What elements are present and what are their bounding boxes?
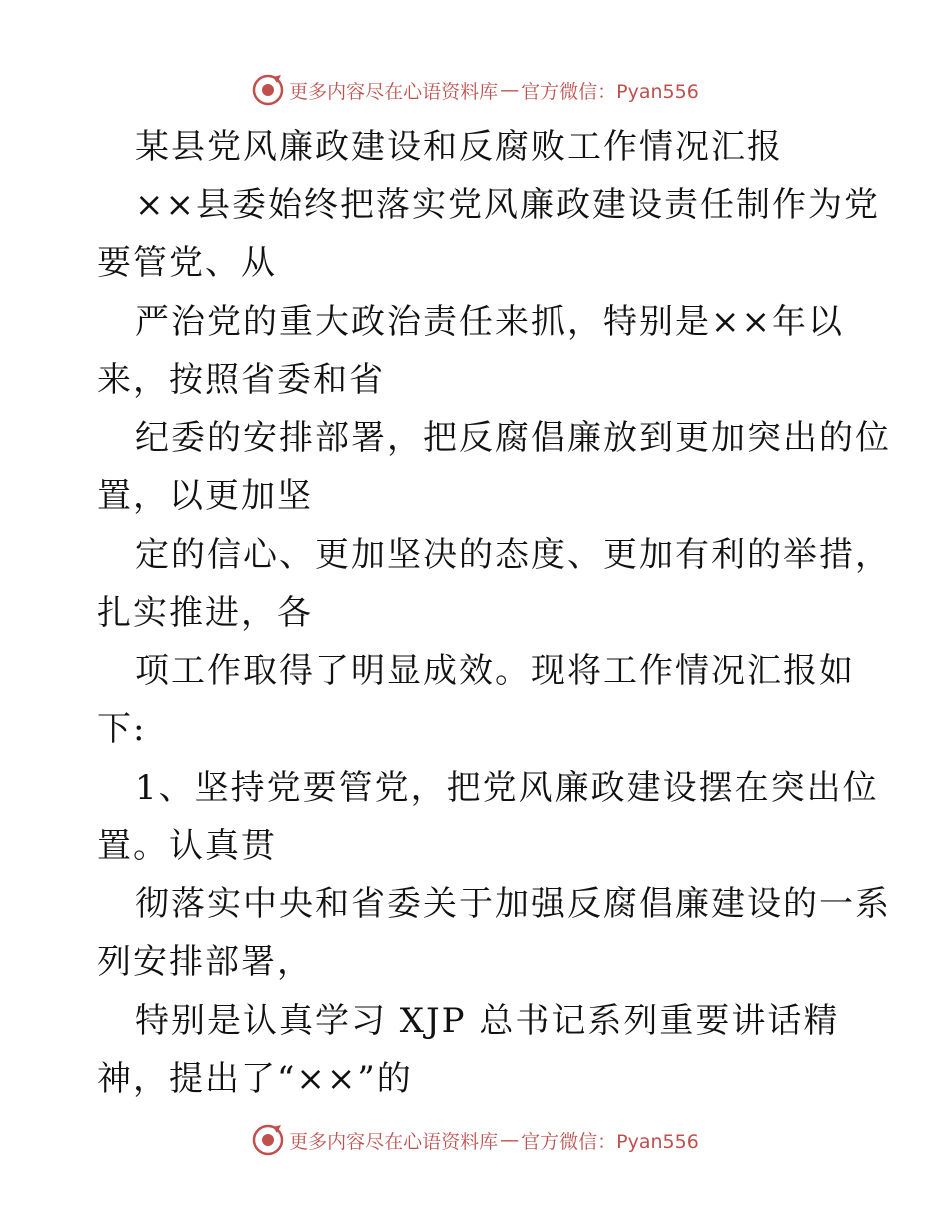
paragraph-line: 下:	[97, 709, 147, 749]
section-heading-line: 1、坚持党要管党，把党风廉政建设摆在突出位	[135, 768, 879, 808]
paragraph-line: ××县委始终把落实党风廉政建设责任制作为党	[135, 185, 880, 225]
paragraph-line: 项工作取得了明显成效。现将工作情况汇报如	[135, 651, 855, 691]
paragraph-line: 神，提出了“××”的	[97, 1059, 413, 1099]
header-watermark	[0, 70, 950, 110]
paragraph-line: 置，以更加坚	[97, 476, 313, 516]
pen-circle-logo-icon	[251, 1123, 285, 1157]
paragraph-line: 置。认真贯	[97, 826, 277, 866]
watermark-text: 更多内容尽在心语资料库	[289, 1130, 499, 1153]
watermark-separator: —	[500, 1129, 520, 1151]
paragraph-line: 扎实推进，各	[97, 593, 313, 633]
pen-circle-logo-icon	[251, 73, 285, 107]
paragraph-line: 特别是认真学习 XJP 总书记系列重要讲话精	[135, 1001, 840, 1041]
watermark-contact: 官方微信：Pyan556	[521, 1130, 699, 1153]
paragraph-line: 要管党、从	[97, 243, 277, 283]
paragraph-line: 来，按照省委和省	[97, 360, 385, 400]
document-title: 某县党风廉政建设和反腐败工作情况汇报	[135, 127, 783, 167]
watermark-contact: 官方微信：Pyan556	[521, 80, 699, 103]
watermark-text: 更多内容尽在心语资料库	[289, 80, 499, 103]
paragraph-line: 严治党的重大政治责任来抓，特别是××年以	[135, 302, 844, 342]
watermark-separator: —	[500, 79, 520, 101]
footer-watermark	[0, 1120, 950, 1160]
paragraph-line: 列安排部署，	[97, 942, 313, 982]
paragraph-line: 彻落实中央和省委关于加强反腐倡廉建设的一系	[135, 884, 891, 924]
paragraph-line: 定的信心、更加坚决的态度、更加有利的举措，	[135, 535, 891, 575]
paragraph-line: 纪委的安排部署，把反腐倡廉放到更加突出的位	[135, 418, 891, 458]
